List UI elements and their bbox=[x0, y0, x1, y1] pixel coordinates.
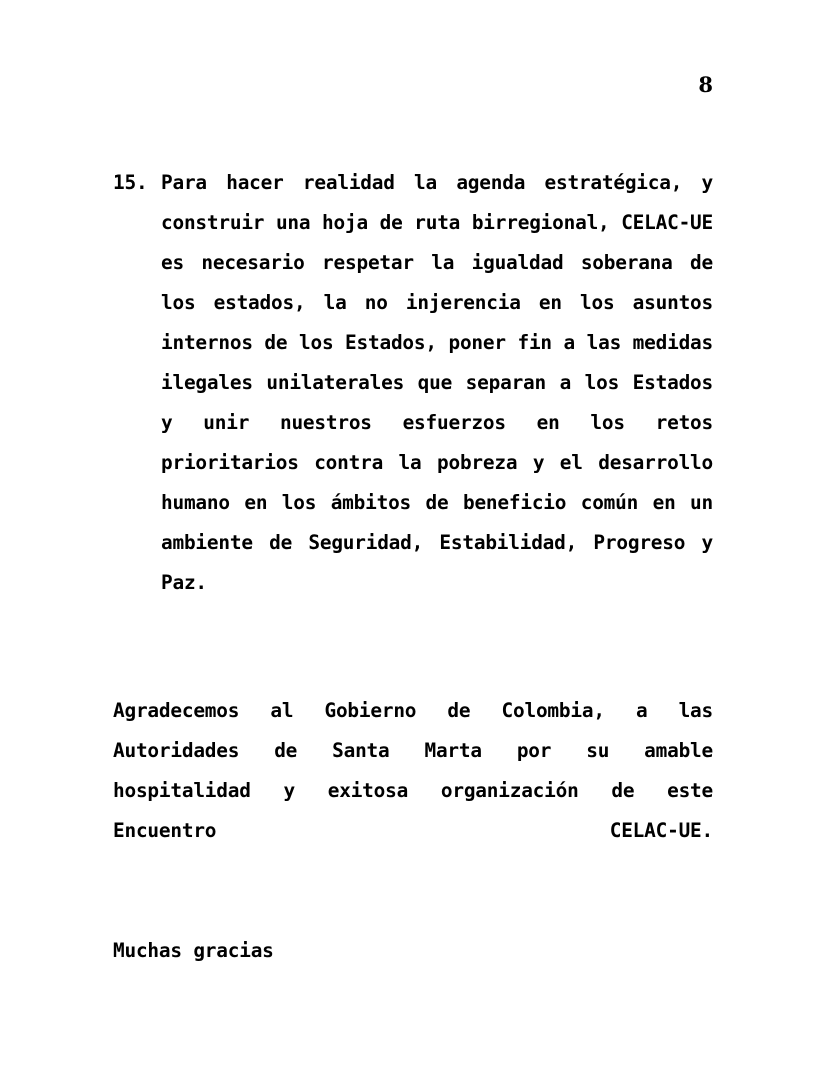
list-marker: 15. bbox=[113, 171, 148, 194]
closing-text: Muchas gracias bbox=[113, 939, 274, 962]
closing-paragraph bbox=[113, 931, 713, 971]
paragraph-spacer bbox=[113, 643, 713, 691]
numbered-paragraph-text: Para hacer realidad la agenda estratégica, y construir una hoja de ruta birregional, CELAC-UE es necesario respetar la igualdad soberana de los estados, la no injerencia en los asuntos internos de los Estados, poner fin a las medidas ilegales unilaterales que separan a los Estados y unir nuestros esfuerzos en los retos prioritarios contra la pobreza y el desarrollo humano en los ámbitos de beneficio común en un ambiente de Seguridad, Estabilidad, Progreso y Paz. bbox=[161, 171, 713, 594]
document-body bbox=[113, 163, 713, 971]
acknowledgement-text: Agradecemos al Gobierno de Colombia, a las Autoridades de Santa Marta por su amable hospitalidad y exitosa organización de este Encuentro CELAC-UE. bbox=[113, 699, 713, 842]
closing-spacer bbox=[113, 891, 713, 931]
numbered-paragraph-15 bbox=[113, 163, 713, 643]
acknowledgement-paragraph bbox=[113, 691, 713, 891]
page-number: 8 bbox=[698, 72, 713, 97]
